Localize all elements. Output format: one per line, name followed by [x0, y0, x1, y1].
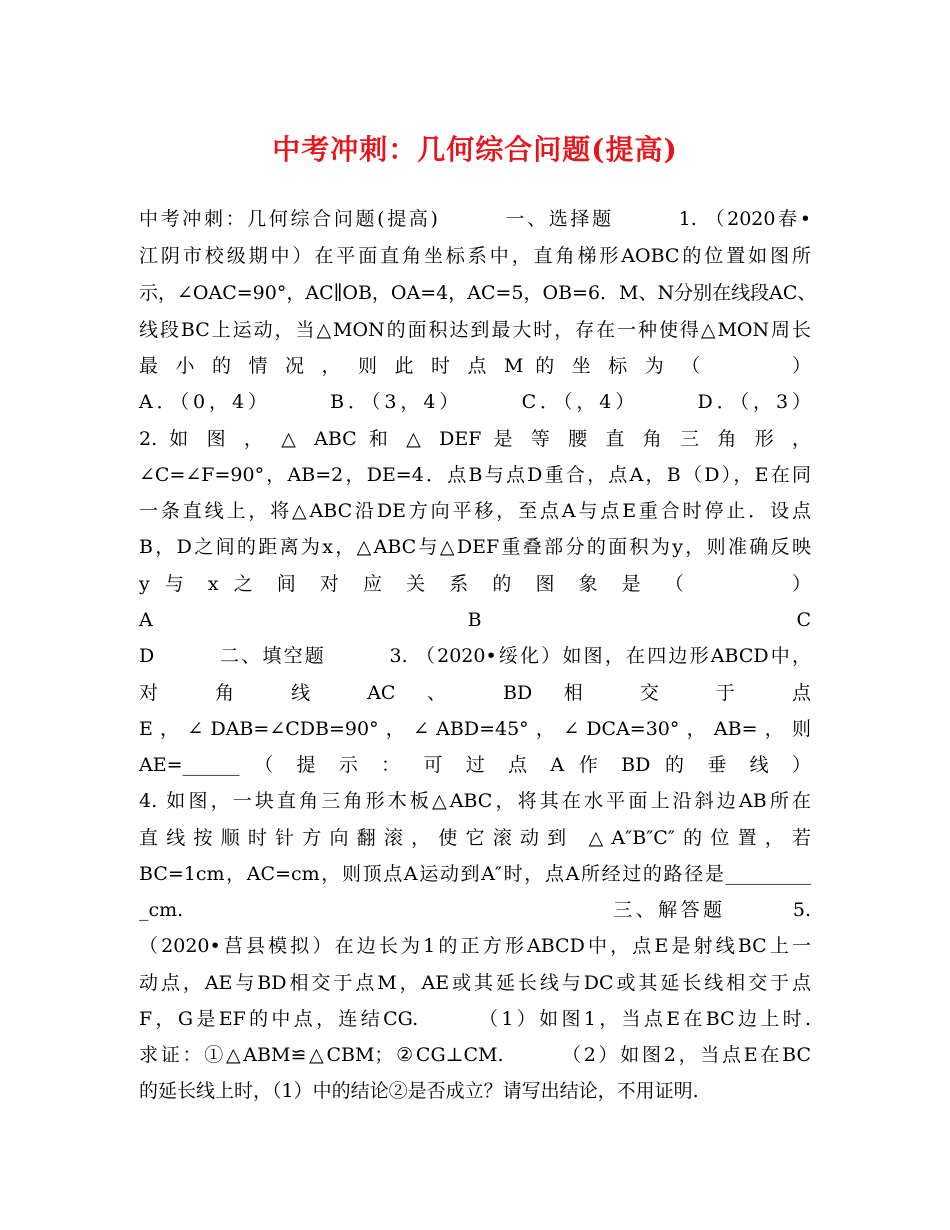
text-line-22: 动点，AE与BD相交于点M，AE或其延长线与DC或其延长线相交于点	[139, 972, 811, 994]
text-line-3: 示，∠OAC=90°，AC∥OB，OA=4，AC=5，OB=6．M、N分别在线段AC、	[139, 282, 817, 304]
text-line-24: 求证：①△ABM≌△CBM；②CG⊥CM. （2）如图2，当点E在BC	[139, 1044, 811, 1066]
text-line-7: 2. 如 图 ， △ ABC 和 △ DEF 是 等 腰 直 角 三 角 形 ，	[139, 428, 811, 450]
text-line-12: A B C	[139, 609, 811, 631]
text-line-2: 江阴市校级期中）在平面直角坐标系中，直角梯形AOBC的位置如图所	[139, 245, 811, 267]
text-line-14: 对 角 线 AC 、 BD 相 交 于 点	[139, 682, 811, 704]
text-line-16: AE=______ （ 提 示 ： 可 过 点 A 作 BD 的 垂 线 ）	[139, 754, 811, 776]
text-line-19: BC=1cm，AC=cm，则顶点A运动到A″时，点A所经过的路径是_________	[139, 863, 811, 885]
text-line-8: ∠C=∠F=90°，AB=2，DE=4．点B与点D重合，点A，B（D），E在同	[139, 464, 811, 486]
text-line-23: F，G是EF的中点，连结CG. （1）如图1，当点E在BC边上时.	[139, 1008, 811, 1030]
text-line-11: y 与 x 之 间 对 应 关 系 的 图 象 是 （ ）	[139, 573, 811, 595]
text-line-5: 最 小 的 情 况 ， 则 此 时 点 M 的 坐 标 为 （ ）	[139, 355, 811, 377]
text-line-4: 线段BC上运动，当△MON的面积达到最大时，存在一种使得△MON周长	[139, 319, 811, 341]
text-line-15: E ， ∠ DAB=∠CDB=90° ， ∠ ABD=45° ， ∠ DCA=30° ， AB= ， 则	[139, 718, 811, 740]
text-line-17: 4. 如图，一块直角三角形木板△ABC，将其在水平面上沿斜边AB所在	[139, 790, 811, 812]
text-line-21: （2020•莒县模拟）在边长为1的正方形ABCD中，点E是射线BC上一	[139, 935, 811, 957]
text-line-6: A．（0，4） B．（3，4） C．（，4） D．（，3）	[139, 391, 811, 413]
text-line-1: 中考冲刺：几何综合问题(提高) 一、选择题 1. （2020春•	[139, 208, 811, 230]
text-line-9: 一条直线上，将△ABC沿DE方向平移，至点A与点E重合时停止．设点	[139, 500, 811, 522]
text-line-25: 的延长线上时，（1）中的结论②是否成立？请写出结论，不用证明.	[139, 1080, 699, 1102]
text-line-18: 直线按顺时针方向翻滚，使它滚动到 △A″B″C″的位置，若	[139, 827, 811, 849]
text-line-13: D 二、填空题 3. （2020•绥化）如图，在四边形ABCD中，	[139, 645, 811, 667]
text-line-10: B，D之间的距离为x，△ABC与△DEF重叠部分的面积为y，则准确反映	[139, 536, 811, 558]
page-title: 中考冲刺：几何综合问题(提高)	[272, 133, 678, 166]
text-line-20: _cm. 三、解答题 5.	[139, 899, 811, 921]
